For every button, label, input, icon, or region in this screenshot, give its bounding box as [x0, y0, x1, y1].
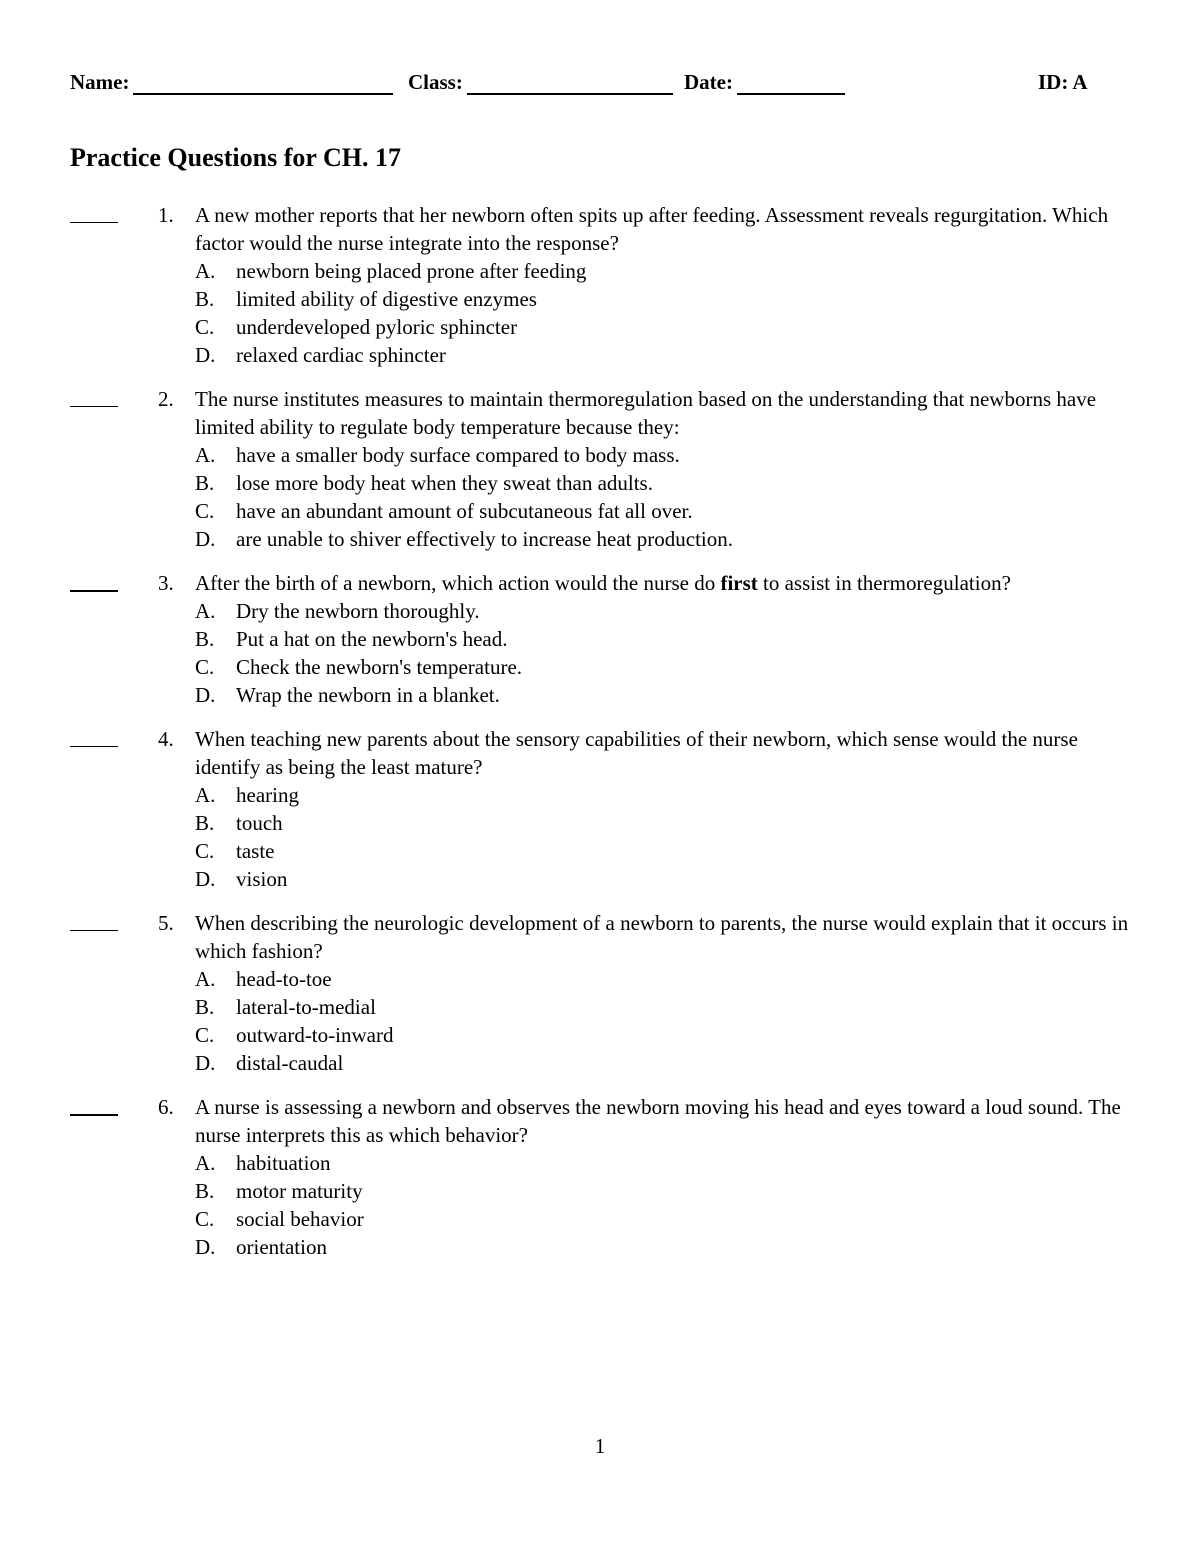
answer-option [0, 625, 1200, 653]
answer-option [0, 993, 1200, 1021]
option-text: vision [236, 867, 288, 891]
answer-option [0, 1177, 1200, 1205]
option-text: taste [236, 839, 275, 863]
answer-option [0, 781, 1200, 809]
question-stem [195, 909, 1130, 965]
answer-option [0, 597, 1200, 625]
answer-options [0, 1149, 1200, 1261]
option-label: C. [195, 1023, 215, 1047]
option-label: A. [195, 967, 216, 991]
option-label: B. [195, 287, 215, 311]
option-label: A. [195, 783, 216, 807]
question-number: 3. [158, 571, 174, 595]
question-item [0, 725, 1200, 893]
option-label: D. [195, 1051, 216, 1075]
answer-blank [70, 746, 118, 747]
question-item [0, 201, 1200, 369]
option-label: C. [195, 499, 215, 523]
answer-blank [70, 590, 118, 592]
option-label: C. [195, 839, 215, 863]
option-text: orientation [236, 1235, 327, 1259]
question-item [0, 909, 1200, 1077]
question-number: 1. [158, 203, 174, 227]
page-number: 1 [594, 1434, 606, 1458]
option-text: limited ability of digestive enzymes [236, 287, 537, 311]
class-blank [467, 73, 673, 95]
question-text: The nurse institutes measures to maintain thermoregulation based on the understanding that newborns have limited ability to regulate body temperature because they: [195, 387, 1097, 439]
option-text: motor maturity [236, 1179, 363, 1203]
answer-option [0, 1233, 1200, 1261]
question-stem [195, 201, 1130, 257]
question-item [0, 1093, 1200, 1261]
date-label: Date: [684, 70, 733, 94]
answer-options [0, 597, 1200, 709]
question-item [0, 385, 1200, 553]
option-text: have an abundant amount of subcutaneous fat all over. [236, 499, 693, 523]
answer-option [0, 441, 1200, 469]
question-text: A nurse is assessing a newborn and observes the newborn moving his head and eyes toward a loud sound. The nurse interprets this as which behavior? [195, 1095, 1121, 1147]
answer-options [0, 257, 1200, 369]
option-text: newborn being placed prone after feeding [236, 259, 587, 283]
option-text: relaxed cardiac sphincter [236, 343, 446, 367]
answer-option [0, 285, 1200, 313]
option-label: A. [195, 443, 216, 467]
id-label: ID: A [1038, 70, 1088, 94]
date-blank [737, 73, 845, 95]
answer-option [0, 865, 1200, 893]
option-text: Put a hat on the newborn's head. [236, 627, 508, 651]
option-label: C. [195, 315, 215, 339]
answer-option [0, 809, 1200, 837]
option-label: D. [195, 867, 216, 891]
question-text-continued: to assist in thermoregulation? [757, 571, 1011, 595]
answer-option [0, 965, 1200, 993]
answer-option [0, 1021, 1200, 1049]
id-field [1038, 70, 1088, 95]
option-text: hearing [236, 783, 299, 807]
question-number: 4. [158, 727, 174, 751]
answer-options [0, 441, 1200, 553]
question-list [0, 201, 1200, 1277]
option-text: lateral-to-medial [236, 995, 376, 1019]
option-text: distal-caudal [236, 1051, 344, 1075]
question-stem [195, 725, 1130, 781]
option-label: D. [195, 683, 216, 707]
option-label: D. [195, 343, 216, 367]
question-item [0, 569, 1200, 709]
option-text: underdeveloped pyloric sphincter [236, 315, 518, 339]
name-field [70, 70, 393, 95]
option-text: Dry the newborn thoroughly. [236, 599, 480, 623]
document-title: Practice Questions for CH. 17 [70, 143, 401, 172]
option-text: social behavior [236, 1207, 364, 1231]
question-text: A new mother reports that her newborn often spits up after feeding. Assessment reveals regurgitation. Which factor would the nurse integrate into the response? [195, 203, 1109, 255]
option-text: habituation [236, 1151, 331, 1175]
option-text: lose more body heat when they sweat than adults. [236, 471, 653, 495]
option-label: D. [195, 1235, 216, 1259]
document-header [70, 70, 1100, 100]
question-text: When describing the neurologic development of a newborn to parents, the nurse would explain that it occurs in which fashion? [195, 911, 1129, 963]
option-text: Wrap the newborn in a blanket. [236, 683, 500, 707]
option-text: touch [236, 811, 283, 835]
answer-blank [70, 930, 118, 931]
question-stem [195, 569, 1130, 597]
answer-options [0, 781, 1200, 893]
answer-option [0, 341, 1200, 369]
option-label: B. [195, 1179, 215, 1203]
option-label: C. [195, 1207, 215, 1231]
answer-options [0, 965, 1200, 1077]
answer-option [0, 469, 1200, 497]
question-number: 6. [158, 1095, 174, 1119]
question-text: When teaching new parents about the sensory capabilities of their newborn, which sense would the nurse identify as being the least mature? [195, 727, 1078, 779]
option-text: outward-to-inward [236, 1023, 394, 1047]
option-text: are unable to shiver effectively to increase heat production. [236, 527, 733, 551]
answer-option [0, 837, 1200, 865]
option-label: B. [195, 627, 215, 651]
date-field [684, 70, 845, 95]
answer-option [0, 497, 1200, 525]
option-label: B. [195, 995, 215, 1019]
class-label: Class: [408, 70, 463, 94]
answer-option [0, 313, 1200, 341]
answer-blank [70, 222, 118, 223]
answer-option [0, 525, 1200, 553]
question-stem [195, 1093, 1130, 1149]
option-label: C. [195, 655, 215, 679]
question-stem [195, 385, 1130, 441]
name-blank [133, 73, 393, 95]
option-text: have a smaller body surface compared to body mass. [236, 443, 680, 467]
answer-option [0, 257, 1200, 285]
option-text: Check the newborn's temperature. [236, 655, 523, 679]
answer-option [0, 653, 1200, 681]
question-number: 2. [158, 387, 174, 411]
option-label: B. [195, 811, 215, 835]
answer-blank [70, 406, 118, 407]
answer-option [0, 1205, 1200, 1233]
class-field [408, 70, 673, 95]
question-number: 5. [158, 911, 174, 935]
answer-option [0, 1049, 1200, 1077]
question-emphasis: first [720, 571, 758, 595]
answer-option [0, 681, 1200, 709]
option-label: A. [195, 599, 216, 623]
option-label: A. [195, 1151, 216, 1175]
answer-blank [70, 1114, 118, 1116]
answer-option [0, 1149, 1200, 1177]
name-label: Name: [70, 70, 130, 94]
question-text: After the birth of a newborn, which action would the nurse do [195, 571, 721, 595]
option-label: D. [195, 527, 216, 551]
option-label: B. [195, 471, 215, 495]
option-label: A. [195, 259, 216, 283]
option-text: head-to-toe [236, 967, 332, 991]
